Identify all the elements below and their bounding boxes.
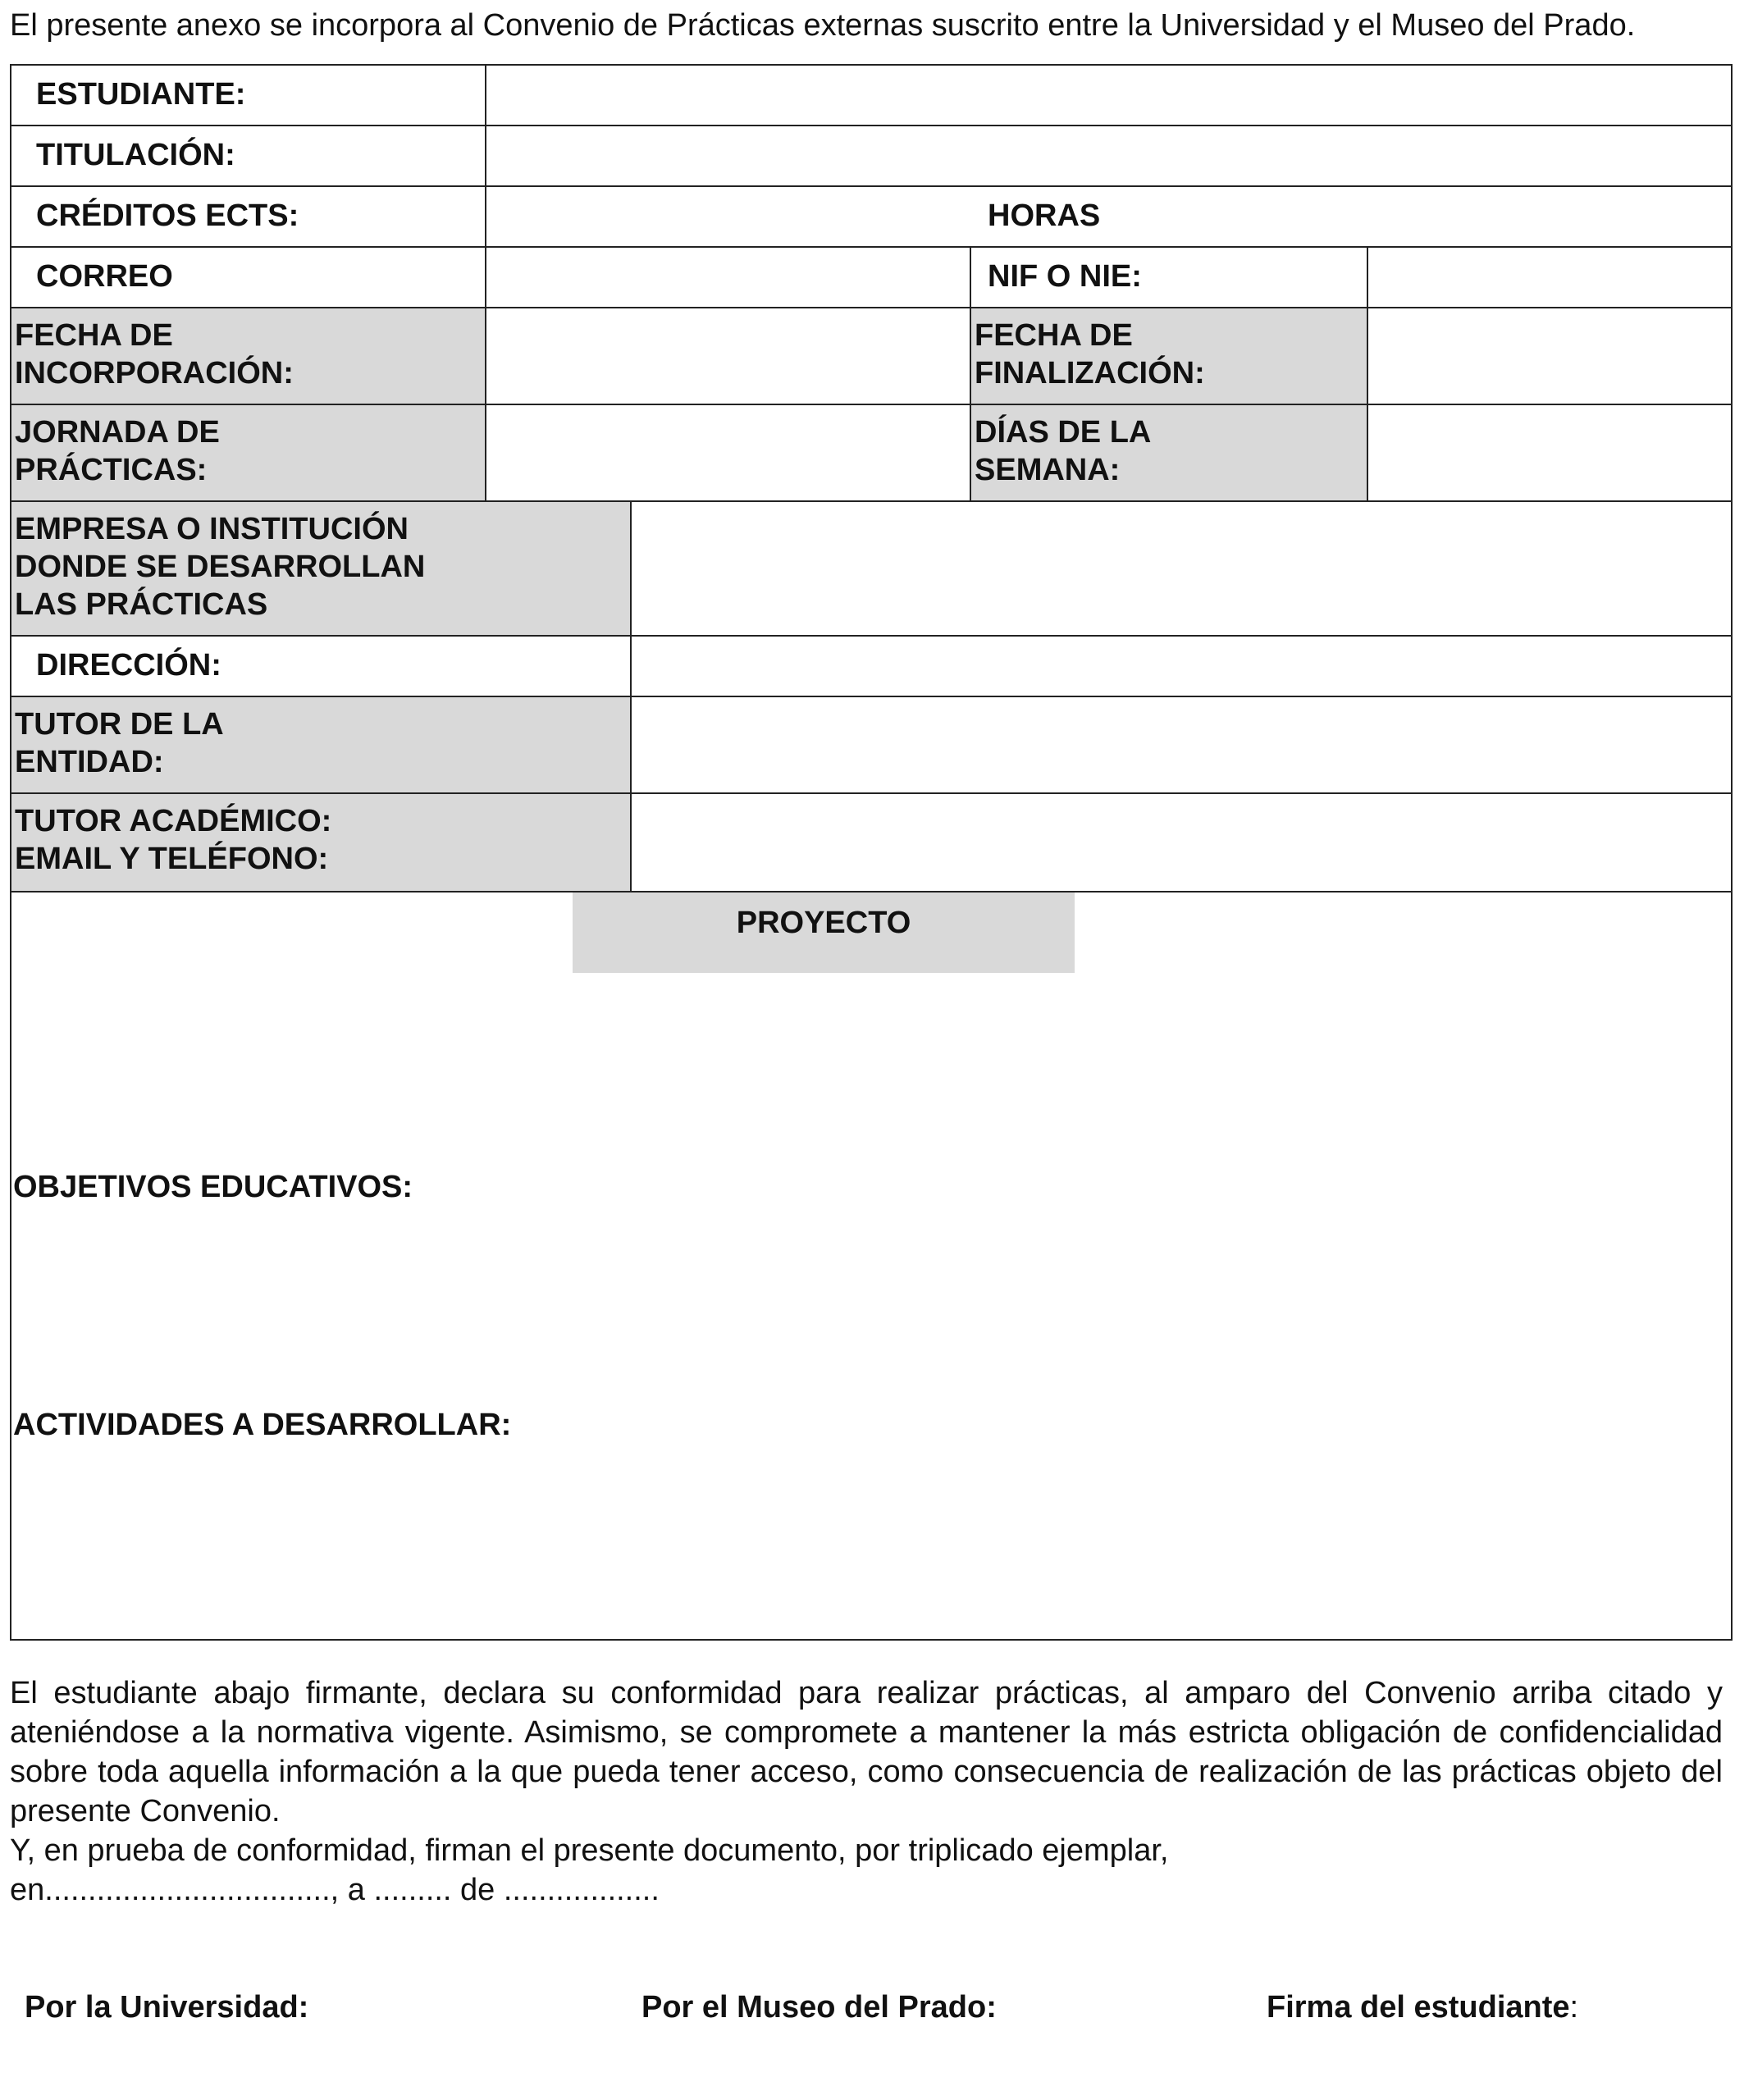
field-direccion[interactable] <box>632 637 1731 696</box>
signature-museo: Por el Museo del Prado: <box>641 1990 997 2025</box>
field-jornada[interactable] <box>486 405 970 500</box>
label-proyecto: PROYECTO <box>736 906 911 940</box>
label-empresa-2: DONDE SE DESARROLLAN <box>15 550 426 584</box>
label-estudiante: ESTUDIANTE: <box>36 77 246 112</box>
label-jornada-2: PRÁCTICAS: <box>15 453 208 487</box>
label-nif: NIF O NIE: <box>988 259 1142 294</box>
declaration-paragraph: El estudiante abajo firmante, declara su conformidad para realizar prácticas, al amparo del Convenio arriba citado y ateniéndose a la normativa vigente. Asimismo, se compromete a mantener la más estricta obligación de confidencialidad sobre toda aquella información a la que pueda tener acceso, como consecuencia de realización de las prácticas objeto del presente Convenio. <box>10 1676 1723 1828</box>
field-proyecto[interactable] <box>11 975 1731 1639</box>
field-tutor-entidad[interactable] <box>632 697 1731 792</box>
field-tutor-academico[interactable] <box>632 794 1731 891</box>
label-dias-1: DÍAS DE LA <box>975 415 1152 450</box>
label-fecha-incorporacion-1: FECHA DE <box>15 318 173 353</box>
signature-estudiante-colon: : <box>1569 1990 1579 2025</box>
field-titulacion[interactable] <box>486 126 1731 185</box>
declaration <box>10 1673 1723 1910</box>
field-empresa[interactable] <box>632 502 1731 635</box>
label-direccion: DIRECCIÓN: <box>36 648 221 682</box>
label-tutor-academico-1: TUTOR ACADÉMICO: <box>15 804 332 838</box>
intro-text: El presente anexo se incorpora al Convenio de Prácticas externas suscrito entre la Universidad y el Museo del Prado. <box>10 8 1636 43</box>
declaration-conformity: Y, en prueba de conformidad, firman el presente documento, por triplicado ejemplar, <box>10 1833 1169 1868</box>
label-tutor-entidad-2: ENTIDAD: <box>15 745 164 779</box>
field-creditos[interactable] <box>486 187 970 246</box>
field-estudiante[interactable] <box>486 66 1731 125</box>
field-correo[interactable] <box>486 248 970 307</box>
label-fecha-finalizacion-1: FECHA DE <box>975 318 1133 353</box>
label-actividades: ACTIVIDADES A DESARROLLAR: <box>13 1408 512 1442</box>
signature-estudiante <box>1267 1988 1578 2026</box>
signature-universidad: Por la Universidad: <box>25 1990 309 2025</box>
label-empresa-1: EMPRESA O INSTITUCIÓN <box>15 512 409 546</box>
label-jornada-1: JORNADA DE <box>15 415 220 450</box>
label-horas: HORAS <box>988 199 1101 233</box>
label-empresa-3: LAS PRÁCTICAS <box>15 587 268 622</box>
label-fecha-finalizacion-2: FINALIZACIÓN: <box>975 356 1205 390</box>
declaration-place-date: en................................., a ......... de .................. <box>10 1873 660 1907</box>
label-creditos: CRÉDITOS ECTS: <box>36 199 299 233</box>
field-fecha-finalizacion[interactable] <box>1368 308 1731 404</box>
label-dias-2: SEMANA: <box>975 453 1121 487</box>
field-horas[interactable] <box>1368 187 1731 246</box>
label-tutor-academico-2: EMAIL Y TELÉFONO: <box>15 842 329 876</box>
field-dias-semana[interactable] <box>1368 405 1731 500</box>
field-fecha-incorporacion[interactable] <box>486 308 970 404</box>
label-correo: CORREO <box>36 259 173 294</box>
annex-form <box>10 64 1733 1641</box>
label-objetivos: OBJETIVOS EDUCATIVOS: <box>13 1170 413 1204</box>
label-titulacion: TITULACIÓN: <box>36 138 235 172</box>
signature-estudiante-label: Firma del estudiante <box>1267 1990 1570 2025</box>
field-nif[interactable] <box>1368 248 1731 307</box>
label-tutor-entidad-1: TUTOR DE LA <box>15 707 224 742</box>
label-fecha-incorporacion-2: INCORPORACIÓN: <box>15 356 294 390</box>
